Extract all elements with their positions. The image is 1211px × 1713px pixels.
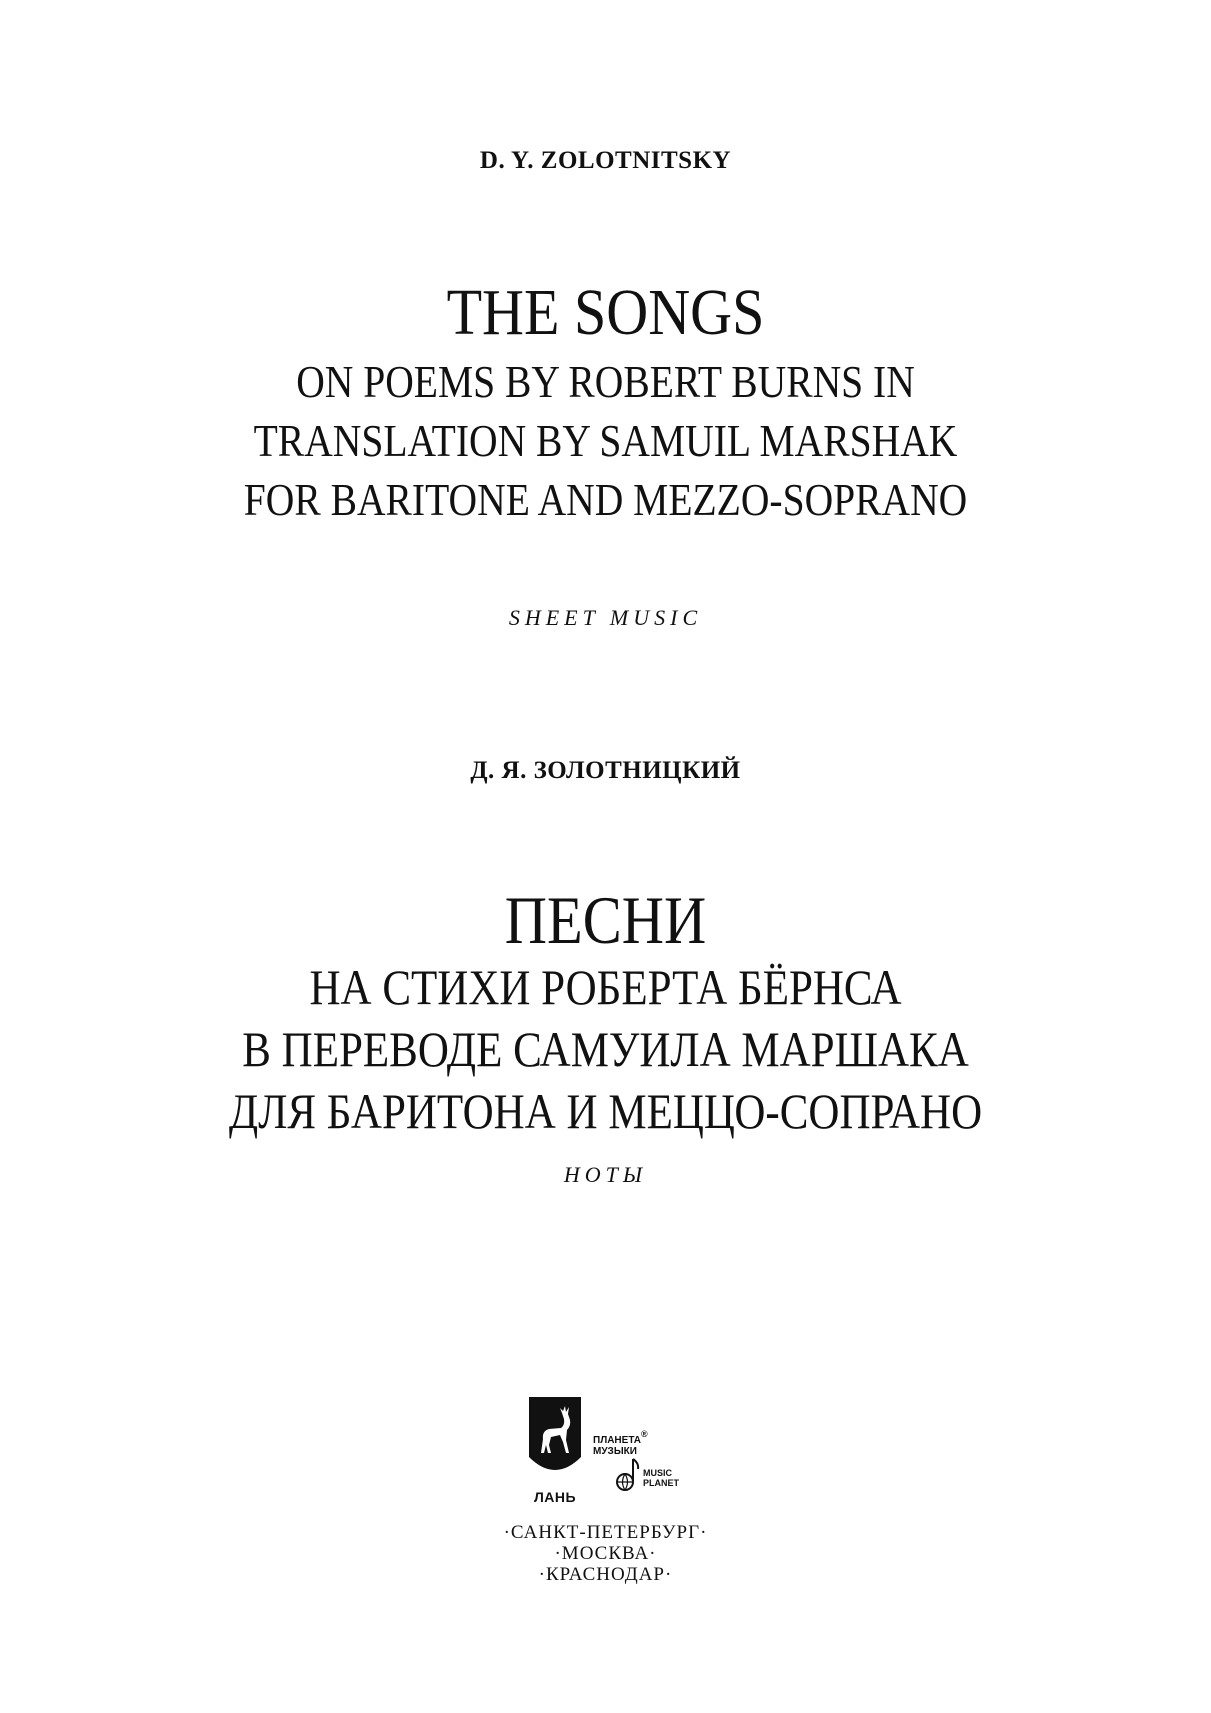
city-st-petersburg: ·САНКТ-ПЕТЕРБУРГ· — [503, 1522, 708, 1543]
author-name-en: D. Y. ZOLOTNITSKY — [479, 147, 732, 174]
planet-logo-text-ru-1: ПЛАНЕТА — [593, 1435, 642, 1446]
planet-logo-text-en-1: MUSIC — [643, 1468, 672, 1478]
music-planet-logo — [593, 1429, 693, 1495]
publisher-logos — [527, 1395, 687, 1515]
title-en: THE SONGS — [446, 276, 765, 349]
title-ru: ПЕСНИ — [504, 882, 707, 958]
registered-mark: ® — [641, 1429, 648, 1439]
city-krasnodar: ·КРАСНОДАР· — [538, 1564, 673, 1585]
subtitle-line-ru-2: В ПЕРЕВОДЕ САМУИЛА МАРШАКА — [242, 1021, 969, 1077]
subtitle-line-en-3: FOR BARITONE AND MEZZO-SOPRANO — [243, 474, 968, 525]
city-moscow: ·МОСКВА· — [554, 1543, 657, 1564]
genre-label-en: SHEET MUSIC — [508, 605, 703, 630]
genre-label-ru: НОТЫ — [563, 1162, 648, 1187]
lan-deer-logo-icon — [527, 1395, 583, 1485]
subtitle-line-en-2: TRANSLATION BY SAMUIL MARSHAK — [253, 415, 958, 466]
planet-logo-text-en-2: PLANET — [643, 1478, 679, 1488]
subtitle-line-ru-1: НА СТИХИ РОБЕРТА БЁРНСА — [309, 959, 902, 1015]
subtitle-line-en-1: ON POEMS BY ROBERT BURNS IN — [296, 356, 915, 407]
planet-logo-text-ru-2: МУЗЫКИ — [593, 1446, 637, 1457]
subtitle-line-ru-3: ДЛЯ БАРИТОНА И МЕЦЦО-СОПРАНО — [228, 1083, 983, 1139]
note-globe-icon — [613, 1457, 641, 1491]
lan-logo-text: ЛАНЬ — [533, 1489, 577, 1505]
author-name-ru: Д. Я. ЗОЛОТНИЦКИЙ — [470, 757, 741, 784]
